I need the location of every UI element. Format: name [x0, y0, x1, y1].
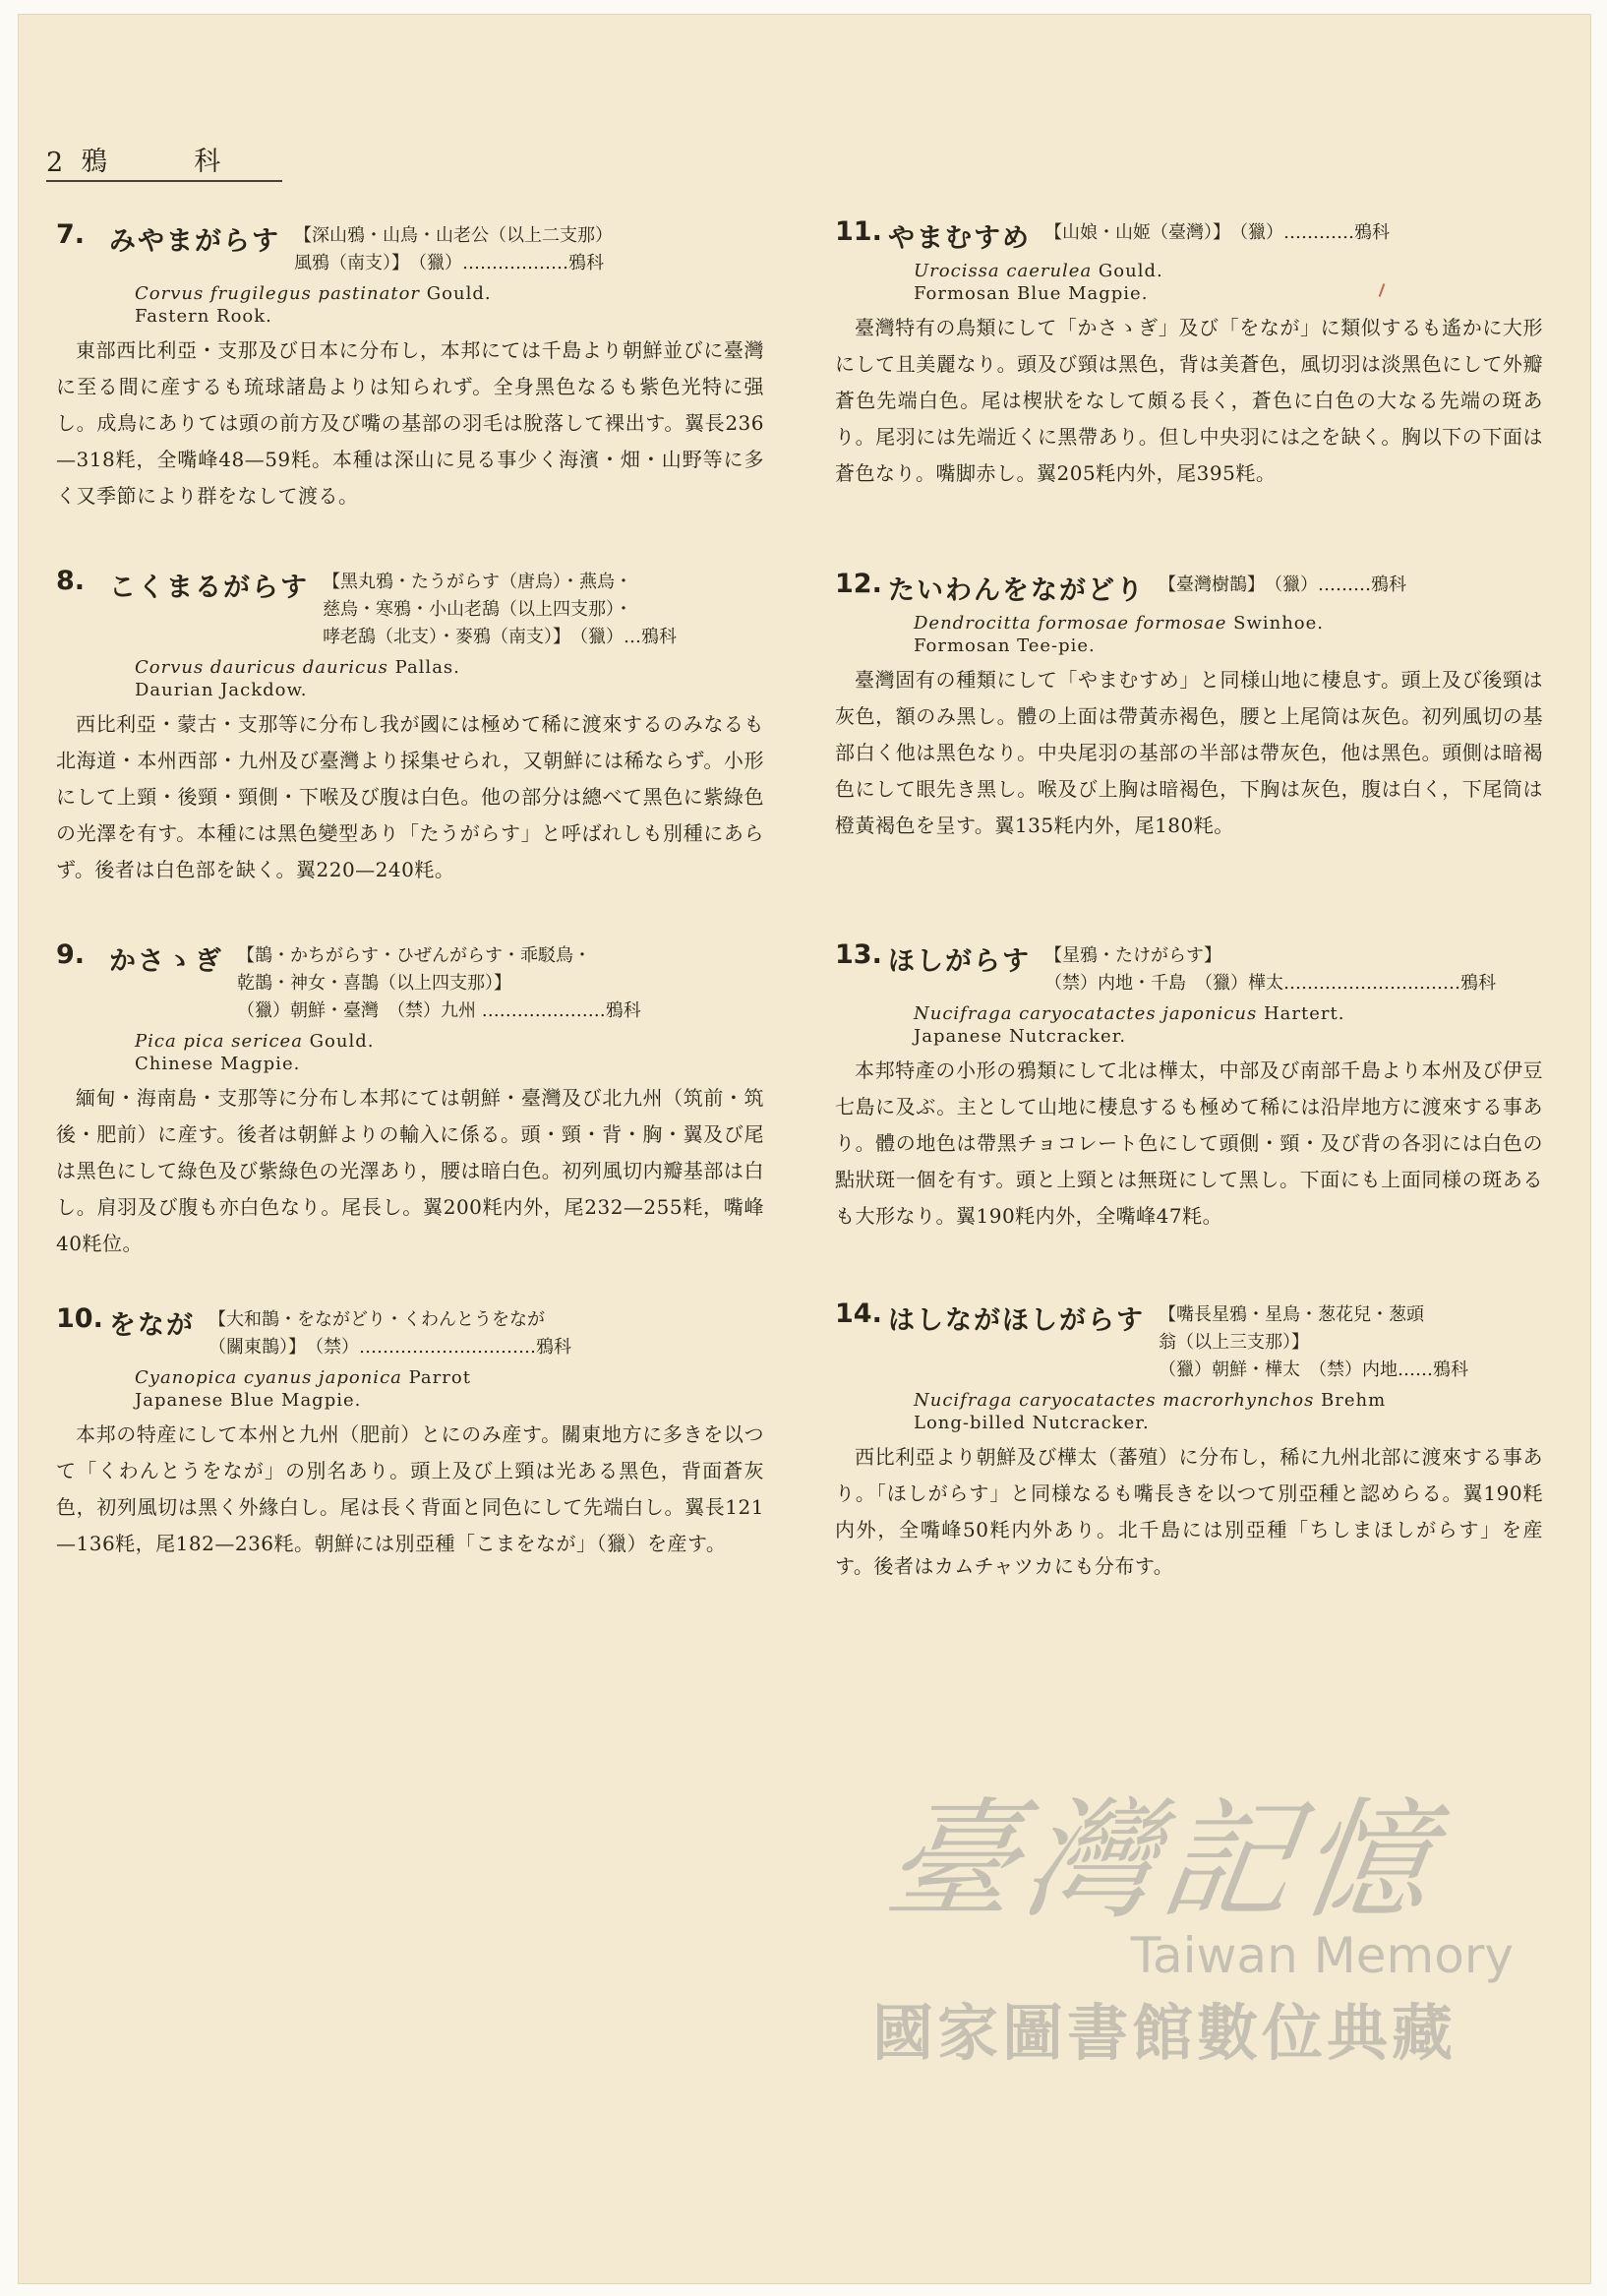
- synonym-line: （獵）朝鮮・臺灣 （禁）九州 …………………鴉科: [237, 1000, 641, 1021]
- entry-number: 7.: [56, 219, 86, 250]
- entry-number: 9.: [56, 939, 86, 970]
- scientific-name: [835, 1390, 1543, 1411]
- scientific-name: [56, 1031, 764, 1052]
- species-entry-7: [56, 219, 764, 514]
- english-name: Daurian Jackdow.: [135, 680, 308, 700]
- entry-number: 8.: [56, 566, 86, 596]
- authority: Gould.: [1098, 261, 1163, 281]
- latin-binomial: Nucifraga caryocatactes macrorhynchos: [914, 1390, 1315, 1411]
- entry-number: 14.: [835, 1299, 882, 1329]
- synonyms: [237, 939, 641, 1025]
- latin-binomial: Nucifraga caryocatactes japonicus: [914, 1003, 1258, 1024]
- species-entry-13: [835, 939, 1543, 1235]
- entry-number: 11.: [835, 216, 882, 247]
- species-name-kana: ほしがらす: [888, 946, 1031, 977]
- species-entry-14: [835, 1299, 1543, 1585]
- scientific-name: [835, 613, 1543, 634]
- synonym-line: 哮老鴰（北支）・麥鴉（南支）】 （獵）…鴉科: [323, 627, 677, 647]
- synonym-line: 【大和鵲・をながどり・くわんとうをなが: [208, 1309, 545, 1330]
- synonym-line: 【山娘・山姬（臺灣）】 （獵）…………鴉科: [1044, 222, 1390, 243]
- synonym-line: 【臺灣樹鵲】 （獵）………鴉科: [1159, 574, 1406, 595]
- species-description: 東部西比利亞・支那及び日本に分布し，本邦にては千島より朝鮮並びに臺灣に至る間に産するも琉球諸島よりは知られず。全身黑色なるも紫色光特に强し。成鳥にありては頭の前方及び嘴の基部の羽毛は脫落して裸出す。翼長236—318粍，全嘴峰48—59粍。本種は深山に見る事少く海濱・畑・山野等に多く又季節により群をなして渡る。: [56, 338, 764, 508]
- page-sheet: [18, 14, 1591, 2284]
- authority: Hartert.: [1263, 1003, 1345, 1024]
- species-description: 西比利亞より朝鮮及び樺太（蕃殖）に分布し，稀に九州北部に渡來する事あり。「ほしがらす」と同様なるも嘴長きを以つて別亞種と認めらる。翼190粍内外，全嘴峰50粍内外あり。北千島には別亞種「ちしまほしがらす」を産す。後者はカムチャツカにも分布す。: [835, 1445, 1543, 1578]
- taiwan-memory-watermark: [776, 1756, 1553, 2130]
- authority: Brehm: [1321, 1390, 1387, 1411]
- latin-binomial: Corvus dauricus dauricus: [135, 657, 388, 678]
- species-entry-8: [56, 566, 764, 888]
- synonyms: [323, 566, 677, 651]
- synonym-line: （禁）内地・千島 （獵）樺太…………………………鴉科: [1044, 973, 1496, 994]
- scientific-name: [835, 261, 1543, 281]
- authority: Pallas.: [394, 657, 460, 678]
- synonyms: [294, 219, 613, 277]
- family-name: 鴉: [81, 147, 108, 177]
- english-name: Japanese Blue Magpie.: [135, 1390, 362, 1411]
- species-entry-11: [835, 216, 1543, 492]
- family-suffix: 科: [194, 147, 221, 177]
- authority: Gould.: [426, 283, 492, 304]
- species-entry-12: [835, 569, 1543, 844]
- species-description: 臺灣特有の鳥類にして「かさゝぎ」及び「をなが」に類似するも遙かに大形にして且美麗なり。頭及び頸は黑色，背は美蒼色，風切羽は淡黑色にして外瓣蒼色先端白色。尾は楔狀をなして頗る長く，蒼色に白色の大なる先端の斑あり。尾羽には先端近くに黑帶あり。但し中央羽には之を缺く。胸以下の下面は蒼色なり。嘴脚赤し。翼205粍内外，尾395粍。: [835, 316, 1543, 485]
- latin-binomial: Urocissa caerulea: [914, 261, 1093, 281]
- synonyms: [1159, 1299, 1468, 1384]
- synonyms: [1159, 569, 1406, 599]
- species-name-kana: やまむすめ: [888, 223, 1031, 254]
- watermark-chinese-text: 國家圖書館數位典藏: [871, 1997, 1457, 2069]
- species-description: 本邦の特産にして本州と九州（肥前）とにのみ産す。關東地方に多きを以つて「くわんとうをなが」の別名あり。頭上及び上頸は光ある黑色，背面蒼灰色，初列風切は黑く外緣白し。尾は長く背面と同色にして先端白し。翼長121—136粍，尾182—236粍。朝鮮には別亞種「こまをなが」（獵）を産す。: [56, 1422, 764, 1555]
- species-name-kana: こくまるがらす: [109, 573, 309, 603]
- synonym-line: 【黑丸鴉・たうがらす（唐烏）・燕烏・: [323, 572, 632, 592]
- scientific-name: [56, 1367, 764, 1388]
- watermark-english-text: Taiwan Memory: [1130, 1927, 1514, 1984]
- synonym-line: （關東鵲）】 （禁）…………………………鴉科: [208, 1337, 571, 1358]
- english-name: Fastern Rook.: [135, 306, 272, 327]
- page-header: [46, 131, 282, 182]
- synonym-line: （獵）朝鮮・樺太 （禁）内地……鴉科: [1159, 1359, 1468, 1380]
- synonyms: [208, 1303, 571, 1361]
- authority: Swinhoe.: [1233, 613, 1325, 634]
- synonym-line: 【嘴長星鴉・星鳥・葱花兒・葱頭: [1159, 1304, 1424, 1325]
- synonyms: [1044, 939, 1496, 997]
- species-description: 本邦特產の小形の鴉類にして北は樺太，中部及び南部千島より本州及び伊豆七島に及ぶ。主として山地に棲息するも極めて稀には沿岸地方に渡來する事あり。體の地色は帶黑チョコレート色にして頭側・頸・及び背の各羽には白色の點狀斑一個を有す。頭と上頸とは無斑にして黑し。下面にも上面同様の斑あるも大形なり。翼190粍内外，全嘴峰47粍。: [835, 1058, 1543, 1228]
- species-description: 西比利亞・蒙古・支那等に分布し我が國には極めて稀に渡來するのみなるも北海道・本州西部・九州及び臺灣より採集せられ，又朝鮮には稀ならず。小形にして上頸・後頸・頸側・下喉及び腹は白色。他の部分は總べて黑色に紫綠色の光澤を有す。本種には黑色變型あり「たうがらす」と呼ばれしも別種にあらず。後者は白色部を缺く。翼220—240粍。: [56, 712, 764, 881]
- latin-binomial: Corvus frugilegus pastinator: [135, 283, 421, 304]
- species-name-kana: かさゝぎ: [109, 946, 223, 977]
- authority: Gould.: [309, 1031, 375, 1052]
- watermark-script-text: 臺灣記憶: [876, 1785, 1450, 1937]
- english-name: Formosan Blue Magpie.: [914, 283, 1149, 304]
- species-entry-10: [56, 1303, 764, 1562]
- english-name: Chinese Magpie.: [135, 1054, 301, 1074]
- species-entry-9: [56, 939, 764, 1262]
- synonym-line: 慈烏・寒鴉・小山老鴰（以上四支那）・: [323, 599, 632, 620]
- scientific-name: [56, 283, 764, 304]
- species-name-kana: たいわんをながどり: [888, 575, 1145, 606]
- species-name-kana: をなが: [109, 1310, 195, 1341]
- synonym-line: 【深山鴉・山鳥・山老公（以上二支那）: [294, 225, 613, 246]
- synonym-line: 【鵲・かちがらす・ひぜんがらす・乖駁鳥・: [237, 945, 591, 966]
- entry-number: 12.: [835, 569, 882, 599]
- latin-binomial: Pica pica sericea: [135, 1031, 303, 1052]
- page-number: 2: [46, 148, 64, 178]
- species-description: 臺灣固有の種類にして「やまむすめ」と同様山地に棲息す。頭上及び後頸は灰色，額のみ黑し。體の上面は帶黃赤褐色，腰と上尾筒は灰色。初列風切の基部白く他は黑色なり。中央尾羽の基部の半部は帶灰色，他は黑色。頭側は暗褐色にして眼先き黑し。喉及び上胸は暗褐色，下胸は灰色，腹は白く，下尾筒は橙黃褐色を呈す。翼135粍内外，尾180粍。: [835, 668, 1543, 837]
- latin-binomial: Dendrocitta formosae formosae: [914, 613, 1227, 634]
- synonym-line: 翁（以上三支那）】: [1159, 1332, 1309, 1353]
- species-name-kana: みやまがらす: [109, 226, 280, 257]
- synonym-line: 風鴉（南支）】 （獵）………………鴉科: [294, 253, 604, 273]
- english-name: Long-billed Nutcracker.: [914, 1413, 1150, 1433]
- entry-number: 13.: [835, 939, 882, 970]
- scientific-name: [835, 1003, 1543, 1024]
- scientific-name: [56, 657, 764, 678]
- synonyms: [1044, 216, 1390, 247]
- species-name-kana: はしながほしがらす: [888, 1305, 1145, 1336]
- english-name: Japanese Nutcracker.: [914, 1026, 1127, 1047]
- entry-number: 10.: [56, 1303, 103, 1334]
- english-name: Formosan Tee-pie.: [914, 635, 1096, 656]
- species-description: 緬甸・海南島・支那等に分布し本邦にては朝鮮・臺灣及び北九州（筑前・筑後・肥前）に産す。後者は朝鮮よりの輸入に係る。頭・頸・背・胸・翼及び尾は黑色にして綠色及び紫綠色の光澤あり，腰は暗白色。初列風切内瓣基部は白し。肩羽及び腹も亦白色なり。尾長し。翼200粍内外，尾232—255粍，嘴峰40粍位。: [56, 1086, 764, 1255]
- latin-binomial: Cyanopica cyanus japonica: [135, 1367, 402, 1388]
- authority: Parrot: [408, 1367, 471, 1388]
- synonym-line: 乾鵲・神女・喜鵲（以上四支那）】: [237, 973, 511, 994]
- synonym-line: 【星鴉・たけがらす】: [1044, 945, 1221, 966]
